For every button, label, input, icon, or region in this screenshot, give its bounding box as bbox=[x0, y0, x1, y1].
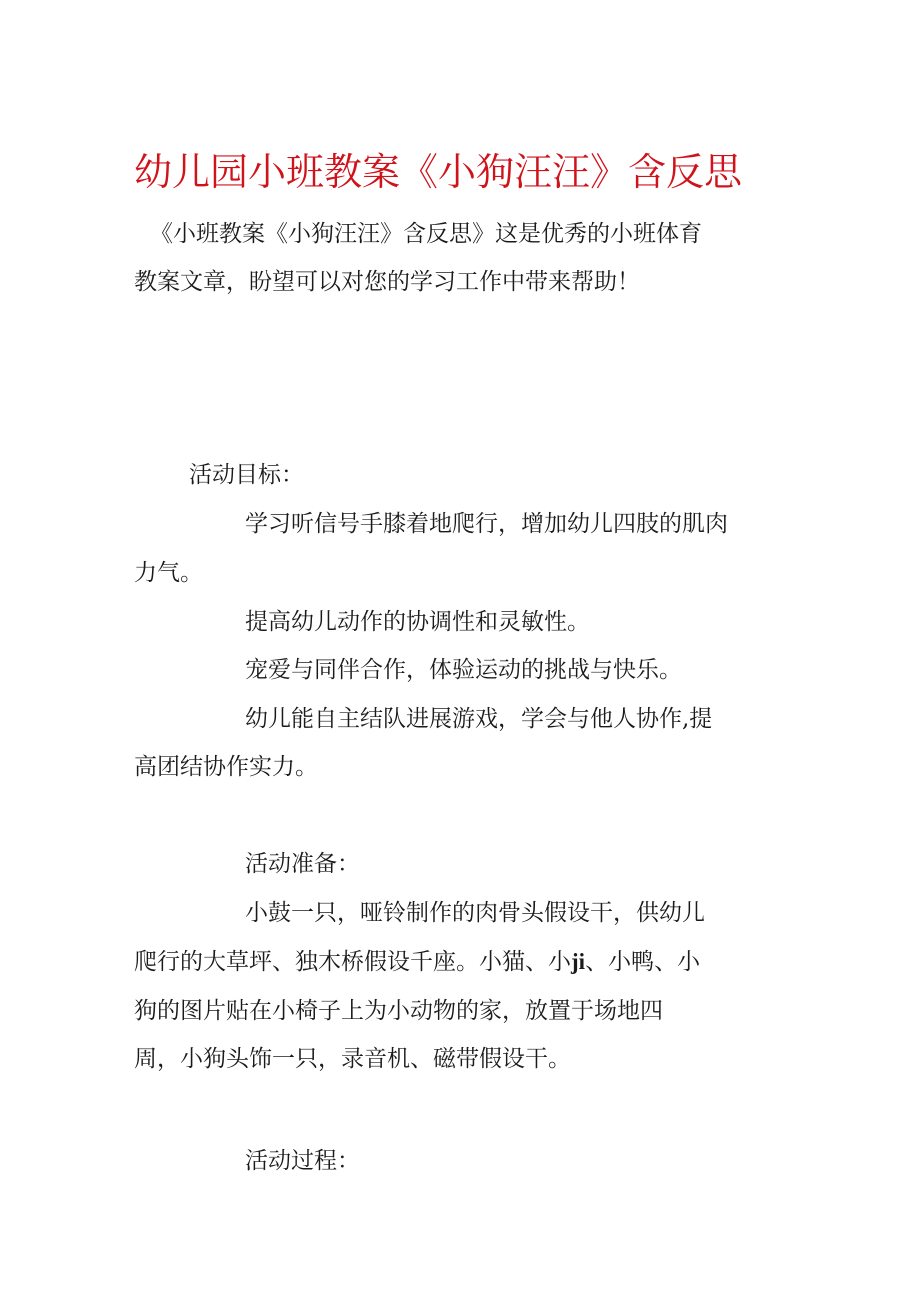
preparation-line-2-part-b: 、小鸭、小 bbox=[585, 949, 701, 975]
process-heading: 活动过程： bbox=[245, 1148, 360, 1174]
preparation-line-3: 狗的图片贴在小椅子上为小动物的家，放置于场地四 bbox=[134, 998, 663, 1024]
preparation-line-1: 小鼓一只，哑铃制作的肉骨头假设干，供幼儿 bbox=[245, 900, 705, 926]
preparation-line-2 bbox=[134, 946, 700, 978]
goal-item-2: 提高幼儿动作的协调性和灵敏性。 bbox=[245, 609, 590, 635]
goal-item-4-line-1: 幼儿能自主结队进展游戏，学会与他人协作,提 bbox=[245, 706, 713, 732]
preparation-line-2-ji: ji bbox=[571, 949, 586, 974]
goal-item-1-line-1: 学习听信号手膝着地爬行，增加幼儿四肢的肌肉 bbox=[245, 511, 728, 537]
preparation-heading: 活动准备： bbox=[245, 851, 360, 877]
goal-item-1-line-2: 力气。 bbox=[134, 560, 203, 586]
goal-item-3: 宠爱与同伴合作，体验运动的挑战与快乐。 bbox=[245, 657, 682, 683]
intro-line-1: 《小班教案《小狗汪汪》含反思》这是优秀的小班体育 bbox=[150, 221, 702, 247]
goals-heading: 活动目标： bbox=[189, 462, 304, 488]
document-title: 幼儿园小班教案《小狗汪汪》含反思 bbox=[134, 150, 743, 194]
preparation-line-4: 周，小狗头饰一只，录音机、磁带假设干。 bbox=[134, 1046, 571, 1072]
intro-line-2: 教案文章，盼望可以对您的学习工作中带来帮助！ bbox=[134, 269, 640, 295]
goal-item-4-line-2: 高团结协作实力。 bbox=[134, 754, 318, 780]
preparation-line-2-part-a: 爬行的大草坪、独木桥假设千座。小猫、小 bbox=[134, 949, 571, 975]
